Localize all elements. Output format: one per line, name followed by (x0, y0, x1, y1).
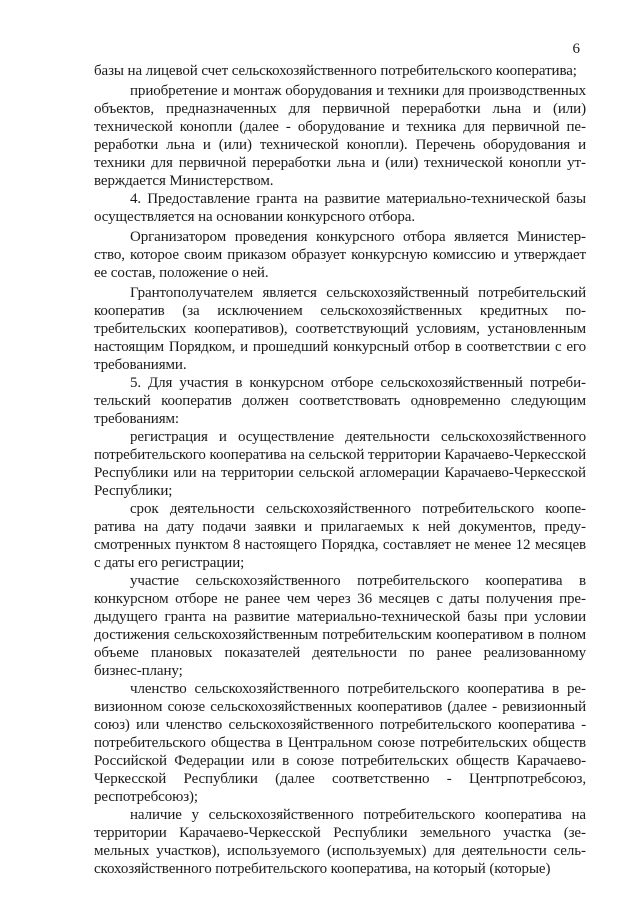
paragraph-requirement-membership: членство сельскохозяйственного потребительского кооператива в ревизионном союзе сельскохозяйственных кооперативов (далее - ревизионный союз) или членство сельскохозяйственного потребительского кооператива - потребительского общества в Центральном союзе потребительских обществ Российской Федерации или в союзе потребительских обществ Карачаево-Черкесской Республики (далее соответственно - Центрпотребсоюз, респотребсоюз); (94, 681, 586, 805)
document-body (94, 62, 586, 878)
paragraph-requirement-participation: участие сельскохозяйственного потребительского кооператива в конкурсном отборе не ранее чем через 36 месяцев с даты получения предыдущего гранта на развитие материально-технической базы при условии достижения сельскохозяйственным потребительским кооперативом в полном объеме плановых показателей деятельности по ранее реализованному бизнес-плану; (94, 573, 586, 679)
page-number: 6 (572, 41, 580, 57)
paragraph-grant-recipient: Грантополучателем является сельскохозяйственный потребительский кооператив (за исключением сельскохозяйственных кредитных потребительских кооперативов), соответствующий условиям, установленным настоящим Порядком, и прошедший конкурсный отбор в соответствии с его требованиями. (94, 285, 586, 373)
paragraph-clause-5: 5. Для участия в конкурсном отборе сельскохозяйственный потребительский кооператив должен соответствовать одновременно следующим требованиям: (94, 375, 586, 427)
paragraph-organizer: Организатором проведения конкурсного отбора является Министерство, которое своим приказом образует конкурсную комиссию и утверждает ее состав, положение о ней. (94, 229, 586, 281)
paragraph-requirement-registration: регистрация и осуществление деятельности сельскохозяйственного потребительского кооператива на сельской территории Карачаево-Черкесской Республики или на территории сельской агломерации Карачаево-Черкесской Республики; (94, 429, 586, 499)
paragraph-requirement-land: наличие у сельскохозяйственного потребительского кооператива на территории Карачаево-Черкесской Республики земельного участка (земельных участков), используемого (используемых) для деятельности сельскохозяйственного потребительского кооператива, на который (которые) (94, 807, 586, 877)
paragraph-requirement-term: срок деятельности сельскохозяйственного потребительского кооператива на дату подачи заявки и прилагаемых к ней документов, предусмотренных пунктом 8 настоящего Порядка, составляет не менее 12 месяцев с даты его регистрации; (94, 501, 586, 571)
paragraph-continuation: базы на лицевой счет сельскохозяйственного потребительского кооператива; (94, 63, 577, 79)
paragraph-clause-4: 4. Предоставление гранта на развитие материально-технической базы осуществляется на основании конкурсного отбора. (94, 191, 586, 225)
paragraph-equipment-purchase: приобретение и монтаж оборудования и техники для производственных объектов, предназначенных для первичной переработки льна и (или) технической конопли (далее - оборудование и техника для первичной переработки льна и (или) технической конопли). Перечень оборудования и техники для первичной переработки льна и (или) технической конопли утверждается Министерством. (94, 83, 586, 189)
